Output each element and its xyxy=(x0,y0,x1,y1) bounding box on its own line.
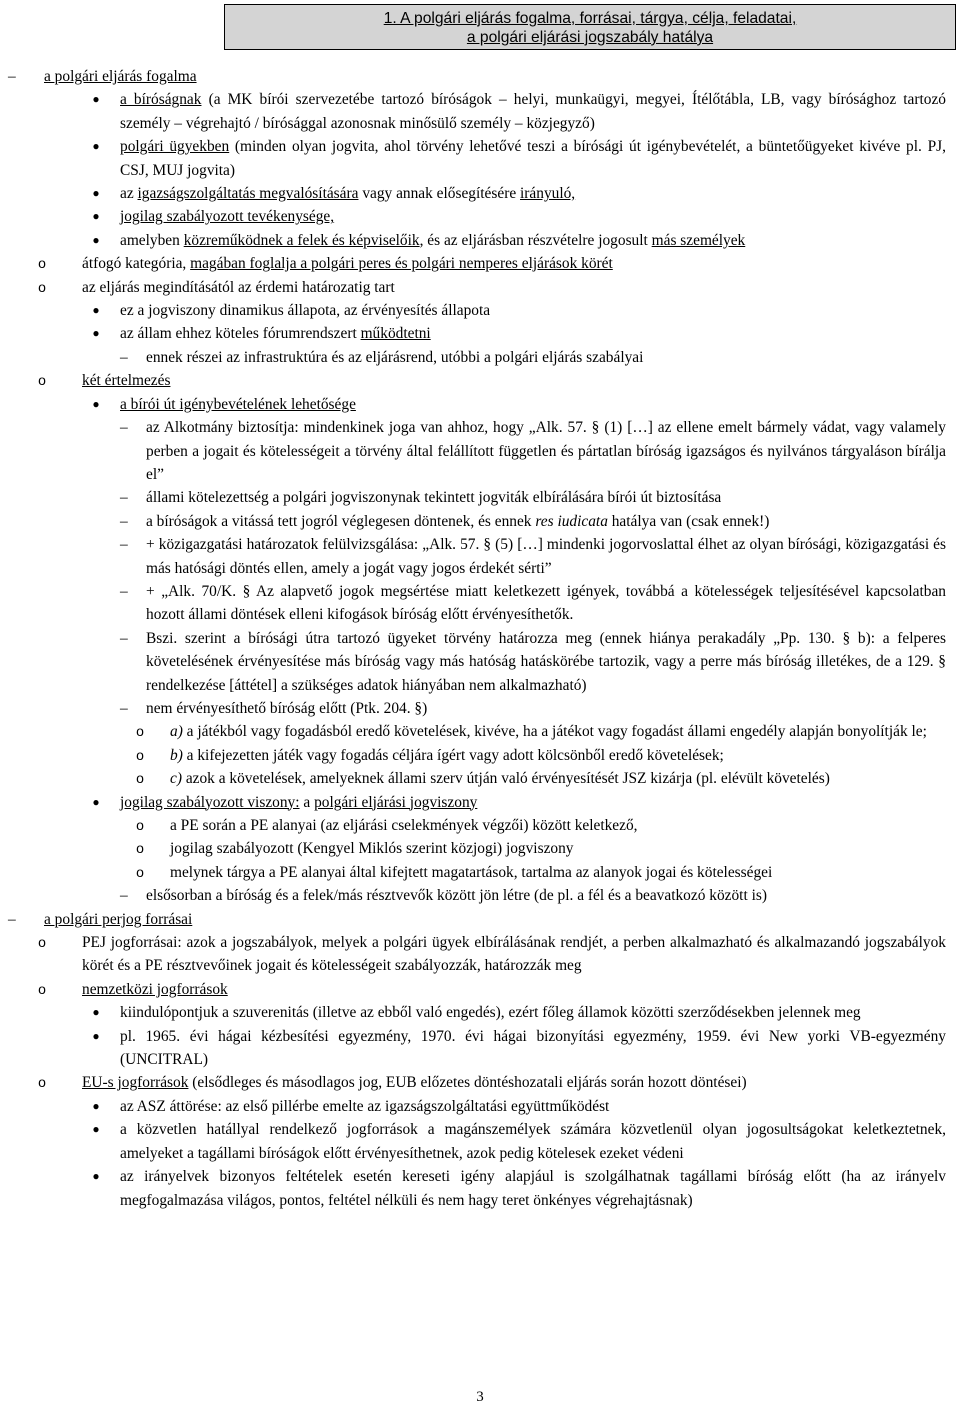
outline-item: ● jogilag szabályozott viszony: a polgári eljárási jogviszony xyxy=(0,791,946,814)
outline-item: ● ez a jogviszony dinamikus állapota, az érvényesítés állapota xyxy=(0,299,946,322)
dash-marker: – xyxy=(120,582,128,600)
outline-item: ● az állam ehhez köteles fórumrendszert működtetni xyxy=(0,322,946,345)
dash-marker: – xyxy=(120,348,128,366)
outline-item: ● az igazságszolgáltatás megvalósítására vagy annak elősegítésére irányuló, xyxy=(0,182,946,205)
dash-marker: – xyxy=(120,536,128,554)
outline-item: – a bíróságok a vitássá tett jogról véglegesen döntenek, és ennek res iudicata hatálya van (csak ennek!) xyxy=(0,510,946,533)
outline-item: ● polgári ügyekben (minden olyan jogvita, ahol törvény lehetővé teszi a bírósági út igénybevételét, a büntetőügyeket kivéve pl. PJ, CSJ, MUJ jogvita) xyxy=(0,135,946,182)
bullet-marker: ● xyxy=(92,794,100,809)
circle-marker: o xyxy=(136,723,144,740)
outline-item: o a PE során a PE alanyai (az eljárási cselekmények végzői) között keletkező, xyxy=(0,814,946,837)
bullet-marker: ● xyxy=(92,1098,100,1113)
outline-item: o két értelmezés xyxy=(0,369,946,392)
chapter-title-box xyxy=(224,4,956,50)
outline-item: ● a bíróságnak (a MK bírói szervezetébe tartozó bíróságok – helyi, munkaügyi, megyei, Ítélőtábla, LB, vagy bírósághoz tartozó személy – végrehajtó / bírósággal azonosnak minősülő személy – közjegyző) xyxy=(0,88,946,135)
outline-item: ● jogilag szabályozott tevékenysége, xyxy=(0,205,946,228)
bullet-marker: ● xyxy=(92,1169,100,1184)
outline-item: ● a bírói út igénybevételének lehetősége xyxy=(0,393,946,416)
outline-item: – a polgári perjog forrásai xyxy=(0,908,946,931)
bullet-marker: ● xyxy=(92,92,100,107)
outline-item: o EU-s jogforrások (elsődleges és másodlagos jog, EUB előzetes döntéshozatali eljárás során hozott döntései) xyxy=(0,1071,946,1094)
outline-item: o az eljárás megindításától az érdemi határozatig tart xyxy=(0,276,946,299)
outline-item: o a) a játékból vagy fogadásból eredő követelések, kivéve, ha a játékot vagy fogadást állami engedély alapján bonyolítják le; xyxy=(0,720,946,743)
bullet-marker: ● xyxy=(92,1122,100,1137)
document-body xyxy=(0,65,946,1212)
dash-marker: – xyxy=(120,512,128,530)
outline-item: ● az ASZ áttörése: az első pillérbe emelte az igazságszolgáltatási együttműködést xyxy=(0,1095,946,1118)
dash-marker: – xyxy=(120,489,128,507)
circle-marker: o xyxy=(38,980,46,997)
bullet-marker: ● xyxy=(92,1028,100,1043)
chapter-title-line-2: a polgári eljárási jogszabály hatálya xyxy=(466,29,714,46)
circle-marker: o xyxy=(136,840,144,857)
circle-marker: o xyxy=(136,817,144,833)
bullet-marker: ● xyxy=(92,1005,100,1020)
bullet-marker: ● xyxy=(92,326,100,341)
circle-marker: o xyxy=(38,1074,46,1091)
outline-item: o b) a kifejezetten játék vagy fogadás céljára ígért vagy adott kölcsönből eredő követelések; xyxy=(0,744,946,767)
outline-item: – ennek részei az infrastruktúra és az eljárásrend, utóbbi a polgári eljárás szabályai xyxy=(0,346,946,369)
outline-item: – a polgári eljárás fogalma xyxy=(0,65,946,88)
circle-marker: o xyxy=(136,746,144,763)
bullet-marker: ● xyxy=(92,232,100,247)
dash-marker: – xyxy=(120,419,128,437)
outline-item: – nem érvényesíthető bíróság előtt (Ptk. 204. §) xyxy=(0,697,946,720)
outline-item: – + „Alk. 70/K. § Az alapvető jogok megsértése miatt keletkezett igények, továbbá a kötelességek teljesítésével kapcsolatban hozott állami döntések elleni kifogások bíróság előtt érvényesíthetők. xyxy=(0,580,946,627)
bullet-marker: ● xyxy=(92,209,100,224)
outline-item: o melynek tárgya a PE alanyai által kifejtett magatartások, tartalma az alanyok jogai és kötelességei xyxy=(0,861,946,884)
outline-item: o c) azok a követelések, amelyeknek állami szerv útján való érvényesítését JSZ kizárja (pl. elévült követelés) xyxy=(0,767,946,790)
outline-item: – az Alkotmány biztosítja: mindenkinek joga van ahhoz, hogy „Alk. 57. § (1) […] az ellene emelt bármely vádat, vagy valamely perben a jogait és kötelességeit a törvény által felállított független és pártatlan bíróság igazságos és nyilvános tárgyaláson bírálja el” xyxy=(0,416,946,486)
outline-item: ● az irányelvek bizonyos feltételek esetén kereseti igény alapjául is szolgálhatnak tagállami bíróság előtt (ha az irányelv megfogalmazása világos, pontos, feltétel nélküli és nem hagy teret önkényes végrehajtásnak) xyxy=(0,1165,946,1212)
bullet-marker: ● xyxy=(92,396,100,411)
circle-marker: o xyxy=(136,770,144,787)
outline-item: ● kiindulópontjuk a szuverenitás (illetve az ebből való engedés), ezért főleg államok közötti szerződésekben jelennek meg xyxy=(0,1001,946,1024)
dash-marker: – xyxy=(120,629,128,647)
outline-item: – Bszi. szerint a bírósági útra tartozó ügyeket törvény határozza meg (ennek hiánya perakadály „Pp. 130. § b): a felperes követelésének érvényesítése más bíróság vagy más hatóság hatáskörébe tartozik, vagy a perre más bíróság illetékes, de a 129. § rendelkezése [áttétel] a szükséges adatok hiányában nem alkalmazható) xyxy=(0,627,946,697)
bullet-marker: ● xyxy=(92,186,100,201)
outline-item: ● amelyben közreműködnek a felek és képviselőik, és az eljárásban részvételre jogosult más személyek xyxy=(0,229,946,252)
outline-item: o átfogó kategória, magában foglalja a polgári peres és polgári nemperes eljárások körét xyxy=(0,252,946,275)
chapter-title-line-1: 1. A polgári eljárás fogalma, forrásai, tárgya, célja, feladatai, xyxy=(383,10,797,27)
outline-item: – állami kötelezettség a polgári jogviszonynak tekintett jogviták elbírálására bírói út biztosítása xyxy=(0,486,946,509)
dash-marker: – xyxy=(8,68,16,85)
dash-marker: – xyxy=(120,887,128,905)
outline-item: ● pl. 1965. évi hágai kézbesítési egyezmény, 1970. évi hágai bizonyítási egyezmény, 1959. évi New yorki VB-egyezmény (UNCITRAL) xyxy=(0,1025,946,1072)
circle-marker: o xyxy=(38,255,46,272)
circle-marker: o xyxy=(38,278,46,295)
dash-marker: – xyxy=(8,910,16,928)
dash-marker: – xyxy=(120,699,128,717)
outline-item: o jogilag szabályozott (Kengyel Miklós szerint közjogi) jogviszony xyxy=(0,837,946,860)
bullet-marker: ● xyxy=(92,139,100,154)
outline-item: o PEJ jogforrásai: azok a jogszabályok, melyek a polgári ügyek elbírálásának rendjét, a perben alkalmazható és alkalmazandó jogszabályok körét és a PE résztvevőinek jogait és kötelességeit szabályozzák, határozzák meg xyxy=(0,931,946,978)
outline-item: ● a közvetlen hatállyal rendelkező jogforrások a magánszemélyek számára közvetlenül olyan jogosultságokat keletkeztetnek, amelyeket a tagállami bíróságok előtt érvényesíthetnek, azok pedig kötelesek ezeket védeni xyxy=(0,1118,946,1165)
outline-item: o nemzetközi jogforrások xyxy=(0,978,946,1001)
circle-marker: o xyxy=(38,934,46,951)
outline-item: – elsősorban a bíróság és a felek/más résztvevők között jön létre (de pl. a fél és a beavatkozó között is) xyxy=(0,884,946,907)
circle-marker: o xyxy=(38,372,46,389)
bullet-marker: ● xyxy=(92,303,100,318)
outline-item: – + közigazgatási határozatok felülvizsgálása: „Alk. 57. § (5) […] mindenki jogorvoslattal élhet az olyan bírósági, közigazgatási és más hatósági döntés ellen, amely a jogát vagy jogos érdekét sérti” xyxy=(0,533,946,580)
page-number: 3 xyxy=(476,1389,484,1405)
circle-marker: o xyxy=(136,863,144,880)
